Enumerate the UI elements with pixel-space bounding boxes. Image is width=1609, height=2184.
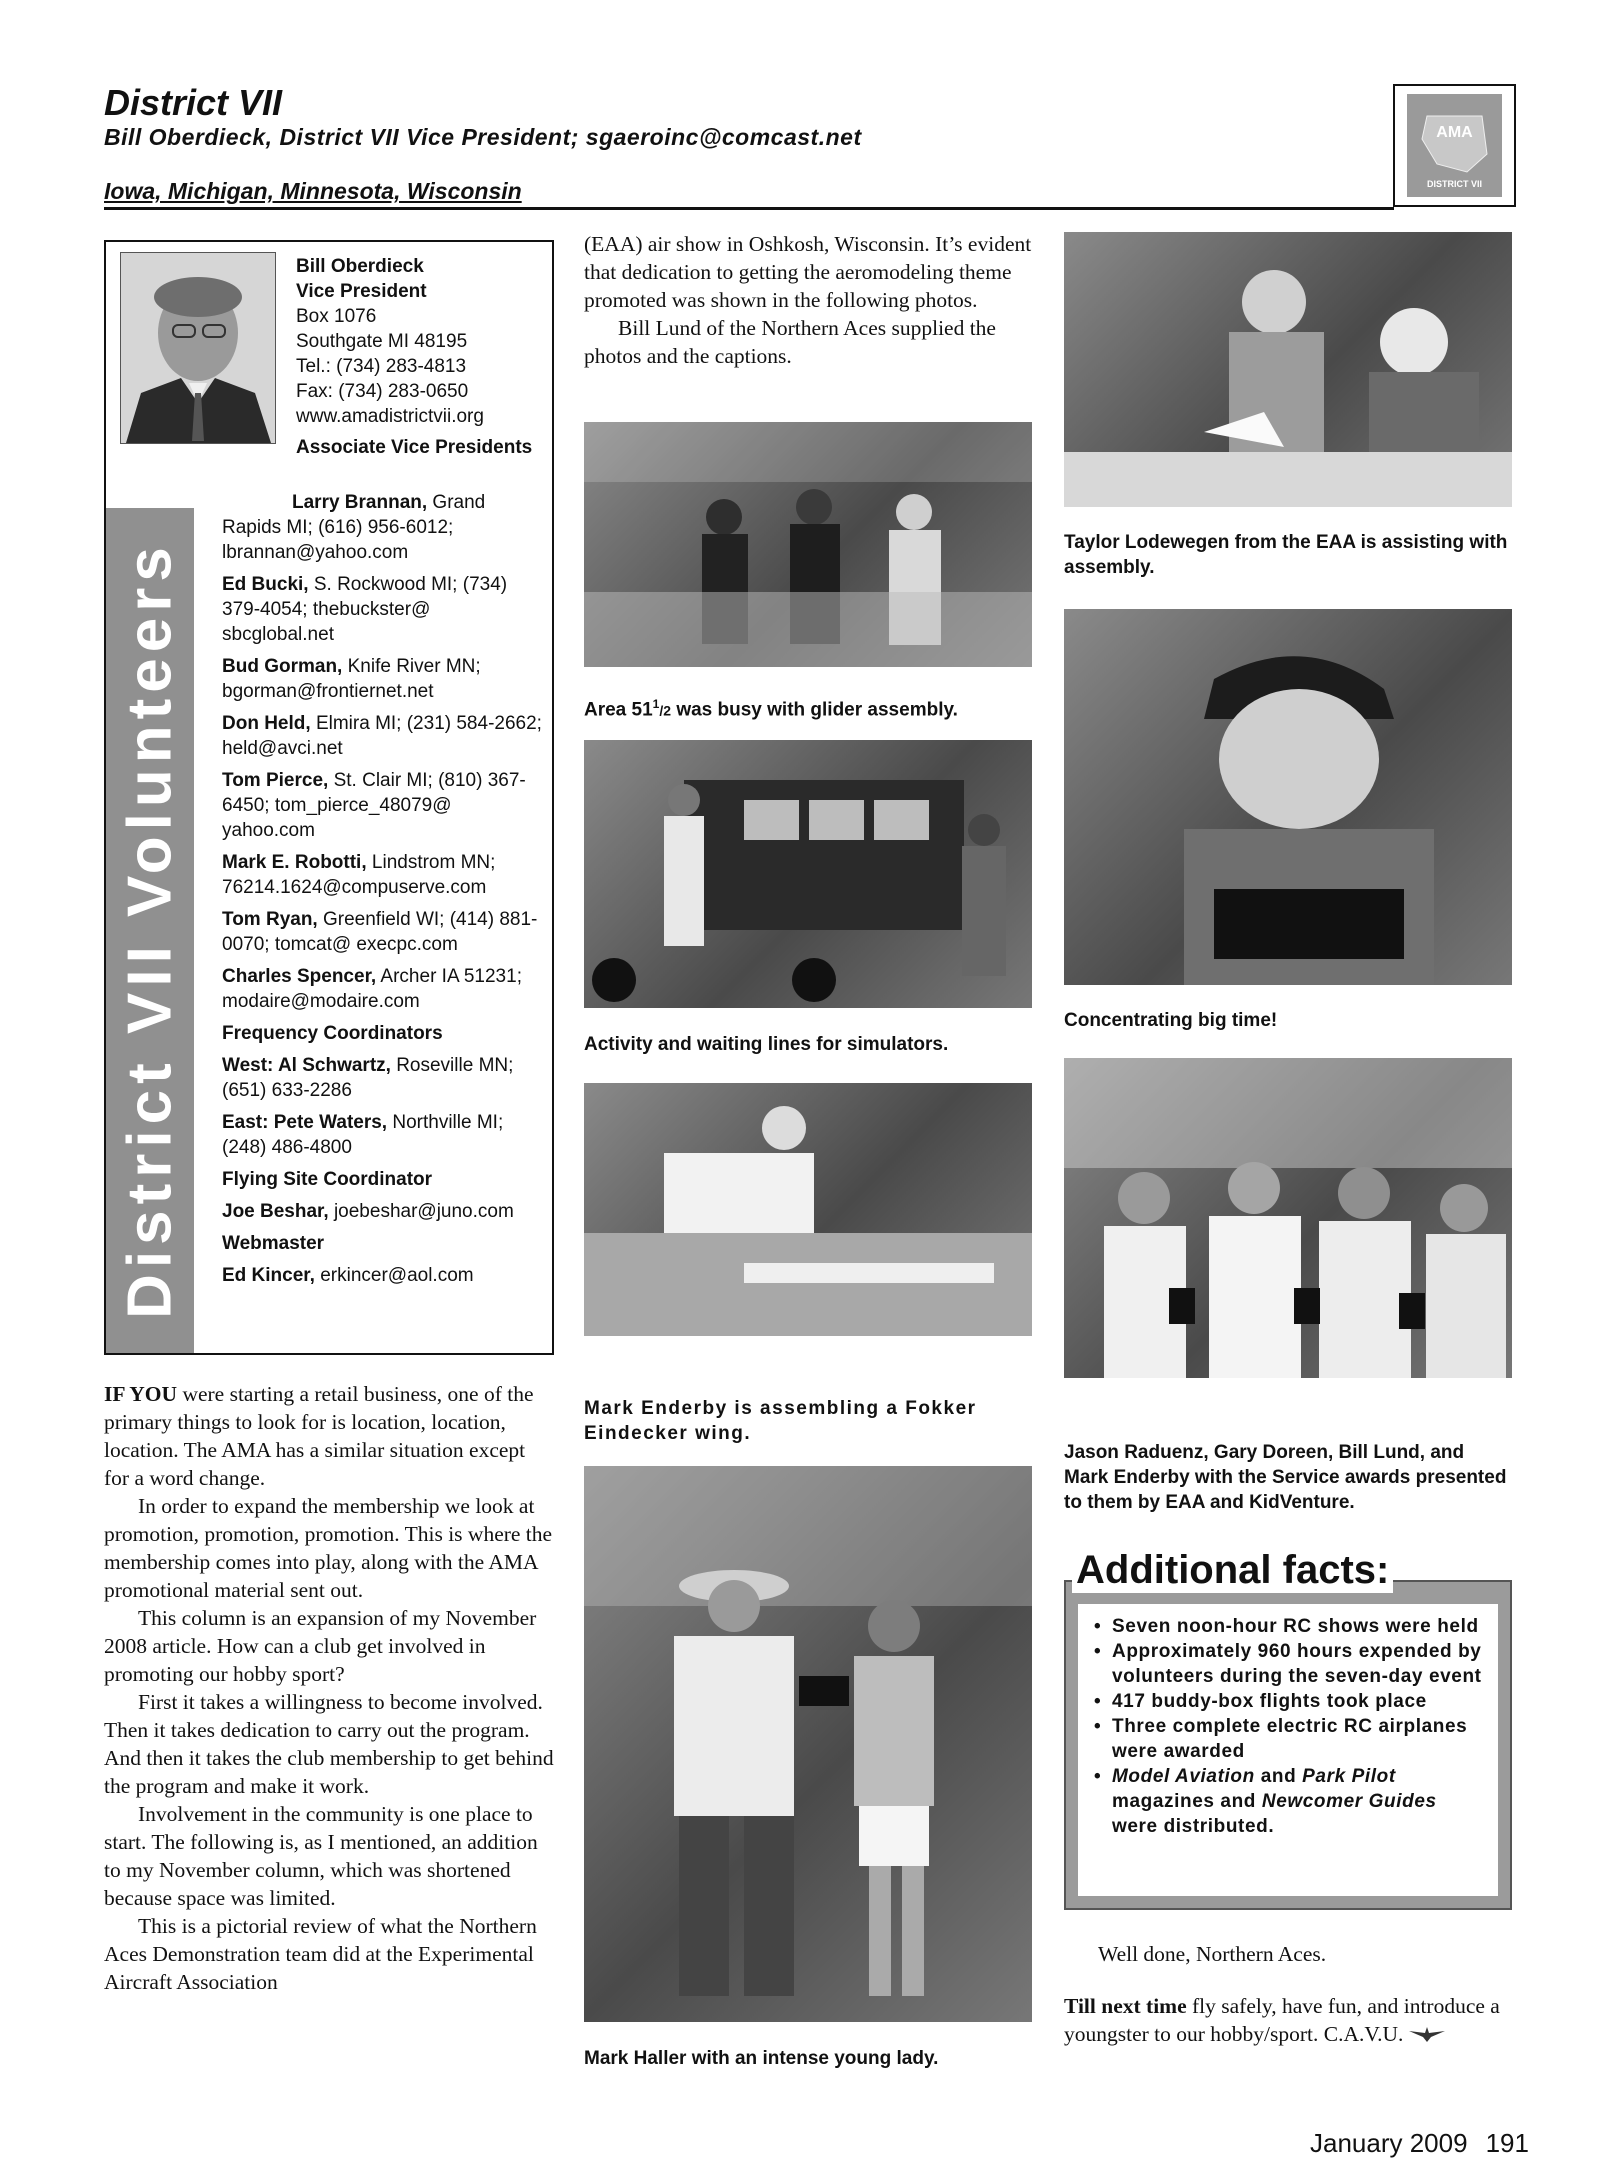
volunteer-name: Joe Beshar, bbox=[222, 1201, 329, 1222]
vp-title: Vice President bbox=[296, 281, 427, 302]
volunteer-name: Ed Kincer, bbox=[222, 1265, 315, 1286]
webmaster-heading bbox=[222, 1231, 546, 1256]
list-item bbox=[222, 1263, 546, 1288]
vp-portrait bbox=[120, 252, 276, 444]
webmaster-heading-text: Webmaster bbox=[222, 1233, 325, 1254]
closing-paragraph bbox=[1064, 1992, 1512, 2050]
caption-mark-haller: Mark Haller with an intense young lady. bbox=[584, 2048, 939, 2069]
volunteers-stripe bbox=[106, 508, 194, 1353]
header-rule bbox=[104, 207, 1394, 210]
caption-taylor-assisting: Taylor Lodewegen from the EAA is assisting with assembly. bbox=[1064, 532, 1508, 578]
list-item: • 417 buddy-box flights took place bbox=[1092, 1689, 1488, 1714]
article-paragraph bbox=[104, 1380, 554, 1492]
caption-glider-assembly bbox=[584, 692, 1032, 723]
assembly-table-icon bbox=[1064, 232, 1512, 507]
fact-text: magazines and bbox=[1112, 1791, 1262, 1812]
issue-date: January 2009 bbox=[1310, 2128, 1468, 2158]
volunteer-info: Roseville MN; (651) 633-2286 bbox=[222, 1055, 514, 1101]
volunteer-info: Northville MI; (248) 486-4800 bbox=[222, 1112, 504, 1158]
associate-heading: Associate Vice Presidents bbox=[296, 437, 533, 458]
facts-title: Additional facts: bbox=[1072, 1548, 1393, 1593]
article-paragraph: In order to expand the membership we look at promotion, promotion, promotion. This is where the membership comes into play, along with the AMA promotional material sent out. bbox=[104, 1494, 553, 1602]
article-lead: IF YOU bbox=[104, 1382, 178, 1406]
list-item bbox=[222, 572, 546, 647]
page-footer bbox=[1310, 2128, 1529, 2159]
list-item bbox=[222, 850, 546, 900]
simulator-screens-icon bbox=[584, 740, 1032, 1008]
volunteer-name: West: Al Schwartz, bbox=[222, 1055, 391, 1076]
magazine-name: Model Aviation bbox=[1112, 1766, 1255, 1787]
guide-name: Newcomer Guides bbox=[1261, 1791, 1437, 1812]
photo-concentrating bbox=[1064, 609, 1512, 985]
volunteer-name: Bud Gorman, bbox=[222, 656, 343, 677]
photo-service-awards bbox=[1064, 1058, 1512, 1378]
volunteer-list bbox=[222, 490, 546, 1295]
facts-inner bbox=[1078, 1604, 1498, 1896]
article-mid-column bbox=[584, 230, 1038, 370]
facts-list bbox=[1078, 1604, 1498, 1839]
caption-sub: /2 bbox=[659, 702, 672, 719]
ama-wings-icon bbox=[1409, 2022, 1445, 2050]
article-paragraph: (EAA) air show in Oshkosh, Wisconsin. It’s evident that dedication to getting the aeromodeling theme promoted was shown in the following photos. bbox=[584, 232, 1032, 312]
page-title: District VII bbox=[104, 82, 283, 123]
list-item bbox=[222, 907, 546, 957]
freq-heading-text: Frequency Coordinators bbox=[222, 1023, 443, 1044]
photo-mark-haller bbox=[584, 1466, 1032, 2022]
volunteer-info: Knife River MN; bgorman@frontiernet.net bbox=[222, 656, 481, 702]
list-item: • Three complete electric RC airplanes were awarded bbox=[1092, 1714, 1488, 1764]
logo-ama-text: AMA bbox=[1436, 124, 1473, 141]
fact-text: were distributed. bbox=[1112, 1816, 1275, 1837]
volunteer-name: Tom Pierce, bbox=[222, 770, 329, 791]
article-text: were starting a retail business, one of the primary things to look for is location, location, location. The AMA has a similar situation except for a word change. bbox=[104, 1382, 534, 1490]
caption-service-awards: Jason Raduenz, Gary Doreen, Bill Lund, and Mark Enderby with the Service awards presented to them by EAA and KidVenture. bbox=[1064, 1442, 1507, 1513]
facts-box bbox=[1064, 1580, 1512, 1910]
volunteers-box bbox=[104, 240, 554, 1355]
article-paragraph: This column is an expansion of my November 2008 article. How can a club get involved in promoting our hobby sport? bbox=[104, 1606, 537, 1686]
volunteer-info: Grand Rapids MI; (616) 956-6012; lbrannan@yahoo.com bbox=[222, 492, 486, 563]
article-paragraph: Involvement in the community is one place to start. The following is, as I mentioned, an addition to my November column, which was shortened because space was limited. bbox=[104, 1802, 538, 1910]
photo-taylor-assisting bbox=[1064, 232, 1512, 507]
vp-tel: Tel.: (734) 283-4813 bbox=[296, 356, 467, 377]
workbench-icon bbox=[584, 1083, 1032, 1336]
list-item: • Seven noon-hour RC shows were held bbox=[1092, 1614, 1488, 1639]
list-item bbox=[222, 711, 546, 761]
vp-web[interactable]: www.amadistrictvii.org bbox=[296, 406, 484, 427]
boy-with-transmitter-icon bbox=[1064, 609, 1512, 985]
list-item: • Approximately 960 hours expended by volunteers during the seven-day event bbox=[1092, 1639, 1488, 1689]
photo-simulators bbox=[584, 740, 1032, 1008]
volunteer-name: Larry Brannan, bbox=[292, 492, 428, 513]
volunteers-stripe-label: District VII Volunteers bbox=[115, 541, 185, 1319]
closing-section bbox=[1064, 1940, 1512, 2050]
list-item bbox=[222, 1053, 546, 1103]
volunteer-name: Mark E. Robotti, bbox=[222, 852, 367, 873]
caption-fokker-wing: Mark Enderby is assembling a Fokker Eindecker wing. bbox=[584, 1398, 977, 1444]
list-item bbox=[222, 490, 546, 565]
vp-contact bbox=[296, 254, 546, 460]
freq-heading bbox=[222, 1021, 546, 1046]
flying-heading-text: Flying Site Coordinator bbox=[222, 1169, 433, 1190]
list-item bbox=[1092, 1764, 1488, 1839]
volunteer-info: St. Clair MI; (810) 367-6450; tom_pierce_48079@ yahoo.com bbox=[222, 770, 526, 841]
closing-lead: Till next time bbox=[1064, 1994, 1187, 2018]
volunteer-name: Don Held, bbox=[222, 713, 311, 734]
volunteer-info: Elmira MI; (231) 584-2662; held@avci.net bbox=[222, 713, 542, 759]
author-line: Bill Oberdieck, District VII Vice President; sgaeroinc@comcast.net bbox=[104, 124, 862, 150]
vp-fax: Fax: (734) 283-0650 bbox=[296, 381, 469, 402]
list-item bbox=[222, 1199, 546, 1224]
vp-box: Box 1076 bbox=[296, 306, 377, 327]
volunteer-info: S. Rockwood MI; (734) 379-4054; thebuckster@ sbcglobal.net bbox=[222, 574, 508, 645]
two-people-icon bbox=[584, 1466, 1032, 2022]
district-logo bbox=[1393, 84, 1516, 207]
page-number: 191 bbox=[1485, 2128, 1529, 2158]
list-item bbox=[222, 964, 546, 1014]
magazine-name: Park Pilot bbox=[1302, 1766, 1396, 1787]
article-paragraph: Bill Lund of the Northern Aces supplied the photos and the captions. bbox=[584, 316, 996, 368]
caption-sup: 1 bbox=[652, 697, 660, 711]
vp-name: Bill Oberdieck bbox=[296, 256, 424, 277]
photo-fokker-wing bbox=[584, 1083, 1032, 1336]
volunteer-info: Greenfield WI; (414) 881-0070; tomcat@ execpc.com bbox=[222, 909, 538, 955]
volunteer-info: Archer IA 51231; modaire@modaire.com bbox=[222, 966, 522, 1012]
volunteer-name: Tom Ryan, bbox=[222, 909, 318, 930]
award-group-icon bbox=[1064, 1058, 1512, 1378]
closing-text: fly safely, have fun, and introduce a youngster to our hobby/sport. C.A.V.U. bbox=[1064, 1994, 1500, 2046]
volunteer-info: joebeshar@juno.com bbox=[328, 1201, 514, 1222]
well-done-text: Well done, Northern Aces. bbox=[1098, 1942, 1327, 1966]
caption-simulators: Activity and waiting lines for simulators. bbox=[584, 1034, 949, 1055]
list-item bbox=[222, 654, 546, 704]
portrait-person-icon bbox=[121, 253, 275, 443]
list-item bbox=[222, 1110, 546, 1160]
caption-text: Area 51 bbox=[584, 699, 653, 721]
volunteer-info: erkincer@aol.com bbox=[314, 1265, 474, 1286]
flying-heading bbox=[222, 1167, 546, 1192]
caption-concentrating: Concentrating big time! bbox=[1064, 1010, 1278, 1031]
article-left-column bbox=[104, 1380, 554, 1996]
volunteer-info: Lindstrom MN; 76214.1624@compuserve.com bbox=[222, 852, 496, 898]
article-paragraph: This is a pictorial review of what the Northern Aces Demonstration team did at the Experimental Aircraft Association bbox=[104, 1914, 537, 1994]
list-item bbox=[222, 768, 546, 843]
caption-text: was busy with glider assembly. bbox=[671, 699, 958, 721]
fact-text: and bbox=[1254, 1766, 1303, 1787]
article-paragraph: First it takes a willingness to become involved. Then it takes dedication to carry out the program. And then it takes the club membership to get behind the program and make it work. bbox=[104, 1690, 554, 1798]
states-line: Iowa, Michigan, Minnesota, Wisconsin bbox=[104, 178, 522, 204]
volunteer-name: Charles Spencer, bbox=[222, 966, 377, 987]
volunteer-name: East: Pete Waters, bbox=[222, 1112, 388, 1133]
crowd-icon bbox=[584, 422, 1032, 667]
photo-glider-assembly bbox=[584, 422, 1032, 667]
logo-image bbox=[1407, 94, 1502, 197]
logo-caption: DISTRICT VII bbox=[1426, 179, 1482, 189]
volunteer-name: Ed Bucki, bbox=[222, 574, 309, 595]
vp-city: Southgate MI 48195 bbox=[296, 331, 468, 352]
